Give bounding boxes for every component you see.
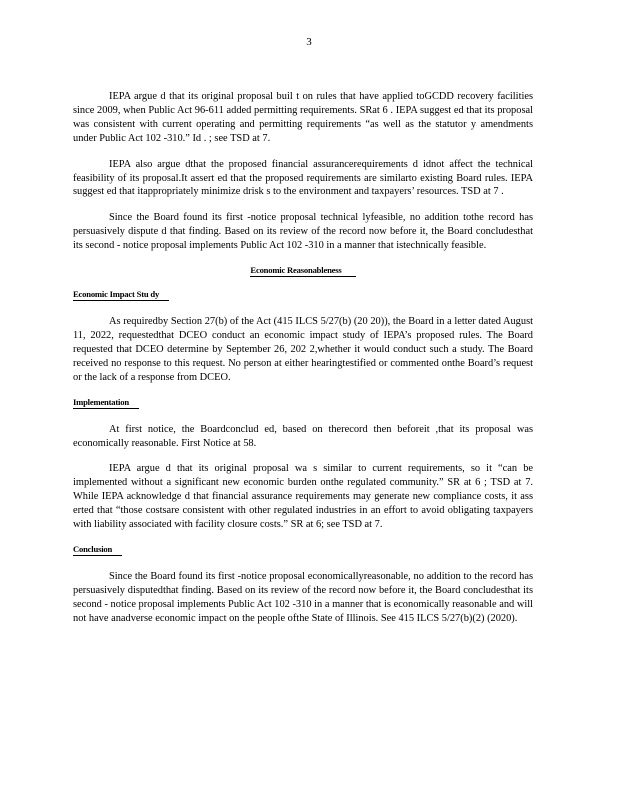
subsection-heading-conclusion: Conclusion	[73, 544, 533, 556]
page-number: 3	[306, 36, 312, 48]
paragraph-technical-feasibility-conclusion: Since the Board found its first -notice proposal technical lyfeasible, no addition tothe record has persuasively dispute d that finding. Based on its review of the record now before it, the Board concludesthat its second - notice proposal implements Public Act 102 -310 in a manner that istechnically feasible.	[73, 212, 533, 252]
subsection-heading-implementation: Implementation	[73, 397, 533, 409]
paragraph-implementation-iepa-argument: IEPA argue d that its original proposal wa s similar to current requirements, so it “can be implemented without a significant new economic burden onthe regulated community.” SR at 6 ; TSD at 7. While IEPA acknowledge d that financial assurance requirements may generate new compliance costs, it ass erted that “those costsare consistent with other regulated industries in an effort to avoid obligating taxpayers with liability associated with facility closure costs.” SR at 6; see TSD at 7.	[73, 463, 533, 531]
paragraph-implementation-first-notice: At first notice, the Boardconclud ed, based on therecord then beforeit ,that its proposal was economically reasonable. First Notice at 58.	[73, 423, 533, 449]
paragraph-original-proposal: IEPA argue d that its original proposal buil t on rules that have applied toGCDD recovery facilities since 2009, when Public Act 96-611 added permitting requirements. SRat 6 . IEPA suggest ed that its proposal was consistent with current operating and permitting requirements “as well as the statutor y amendments under Public Act 102 -310.” Id . ; see TSD at 7.	[73, 91, 533, 144]
page-content	[73, 90, 533, 638]
section-heading-economic-reasonableness: Economic Reasonableness	[73, 265, 533, 275]
paragraph-conclusion: Since the Board found its first -notice proposal economicallyreasonable, no addition to the record has persuasively disputedthat finding. Based on its review of the record now before it, the Board concludesthat its second - notice proposal implements Public Act 102 -310 in a manner that is economically reasonable and will not have anadverse economic impact on the people ofthe State of Illinois. See 415 ILCS 5/27(b)(2) (2020).	[73, 570, 533, 624]
paragraph-economic-impact-study: As requiredby Section 27(b) of the Act (415 ILCS 5/27(b) (20 20)), the Board in a letter dated August 11, 2022, requestedthat DCEO conduct an economic impact study of IEPA’s proposed rules. The Board requested that DCEO determine by September 26, 202 2,whether it would conduct such a study. The Board received no response to this request. No person at either hearingtestified or commented onthe Board’s request or the lack of a response from DCEO.	[73, 316, 533, 383]
paragraph-financial-assurance: IEPA also argue dthat the proposed financial assurancerequirements d idnot affect the technical feasibility of its proposal.It assert ed that the proposed requirements are similarto existing Board rules. IEPA suggest ed that itappropriately minimize drisk s to the environment and taxpayers’ resources. TSD at 7 .	[73, 158, 533, 198]
subsection-heading-economic-impact-study: Economic Impact Stu dy	[73, 289, 533, 301]
